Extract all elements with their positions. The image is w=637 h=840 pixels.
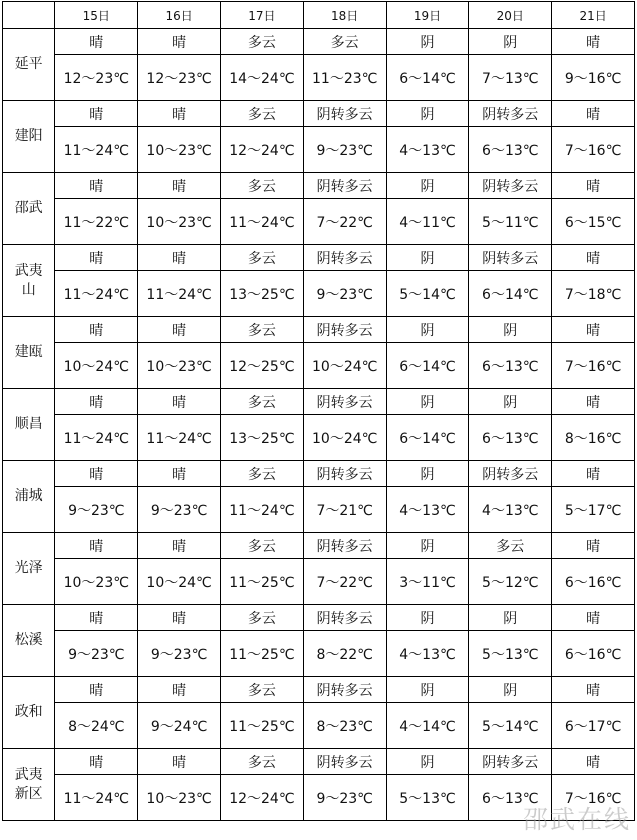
temperature-cell: 4～13℃ <box>386 631 469 677</box>
weather-cell: 阴转多云 <box>469 245 552 271</box>
temperature-cell: 10～23℃ <box>138 199 221 245</box>
temperature-cell: 6～16℃ <box>552 631 635 677</box>
weather-cell: 晴 <box>552 389 635 415</box>
city-name: 建瓯 <box>3 317 55 389</box>
day-header: 18日 <box>303 2 386 29</box>
weather-cell: 晴 <box>552 173 635 199</box>
weather-cell: 阴 <box>386 29 469 55</box>
weather-cell: 阴转多云 <box>303 173 386 199</box>
temperature-cell: 11～25℃ <box>220 631 303 677</box>
weather-row <box>3 317 635 343</box>
weather-cell: 晴 <box>55 605 138 631</box>
temperature-cell: 9～24℃ <box>138 703 221 749</box>
temperature-row <box>3 487 635 533</box>
temperature-cell: 11～24℃ <box>55 271 138 317</box>
temperature-cell: 6～13℃ <box>469 127 552 173</box>
weather-cell: 晴 <box>138 245 221 271</box>
temperature-cell: 11～24℃ <box>138 415 221 461</box>
temperature-cell: 6～13℃ <box>469 415 552 461</box>
weather-cell: 阴 <box>469 605 552 631</box>
temperature-cell: 5～11℃ <box>469 199 552 245</box>
temperature-cell: 11～25℃ <box>220 703 303 749</box>
temperature-cell: 3～11℃ <box>386 559 469 605</box>
day-header: 16日 <box>138 2 221 29</box>
temperature-row <box>3 775 635 821</box>
temperature-cell: 4～11℃ <box>386 199 469 245</box>
temperature-cell: 7～22℃ <box>303 199 386 245</box>
temperature-cell: 7～13℃ <box>469 55 552 101</box>
temperature-cell: 11～24℃ <box>55 127 138 173</box>
weather-cell: 晴 <box>138 29 221 55</box>
weather-cell: 晴 <box>55 533 138 559</box>
temperature-cell: 5～17℃ <box>552 487 635 533</box>
weather-cell: 阴 <box>469 317 552 343</box>
weather-cell: 多云 <box>303 29 386 55</box>
weather-cell: 阴转多云 <box>303 749 386 775</box>
weather-cell: 晴 <box>55 173 138 199</box>
temperature-cell: 9～23℃ <box>138 487 221 533</box>
weather-cell: 晴 <box>55 677 138 703</box>
weather-cell: 阴转多云 <box>303 677 386 703</box>
weather-cell: 晴 <box>55 389 138 415</box>
temperature-row <box>3 559 635 605</box>
temperature-cell: 6～17℃ <box>552 703 635 749</box>
weather-cell: 多云 <box>220 317 303 343</box>
city-name: 顺昌 <box>3 389 55 461</box>
weather-cell: 多云 <box>220 533 303 559</box>
temperature-cell: 7～16℃ <box>552 343 635 389</box>
temperature-cell: 13～25℃ <box>220 415 303 461</box>
weather-cell: 晴 <box>55 101 138 127</box>
weather-cell: 晴 <box>138 749 221 775</box>
temperature-cell: 14～24℃ <box>220 55 303 101</box>
weather-cell: 阴转多云 <box>469 749 552 775</box>
city-name: 松溪 <box>3 605 55 677</box>
temperature-cell: 4～13℃ <box>386 487 469 533</box>
day-header: 15日 <box>55 2 138 29</box>
temperature-cell: 10～23℃ <box>138 775 221 821</box>
city-name: 光泽 <box>3 533 55 605</box>
temperature-cell: 5～12℃ <box>469 559 552 605</box>
weather-cell: 阴 <box>386 677 469 703</box>
temperature-cell: 6～14℃ <box>386 343 469 389</box>
temperature-cell: 9～23℃ <box>55 487 138 533</box>
weather-cell: 晴 <box>138 317 221 343</box>
temperature-cell: 6～13℃ <box>469 775 552 821</box>
weather-row <box>3 677 635 703</box>
weather-cell: 阴 <box>386 101 469 127</box>
temperature-cell: 8～22℃ <box>303 631 386 677</box>
forecast-table <box>2 1 635 821</box>
temperature-cell: 10～24℃ <box>303 415 386 461</box>
weather-cell: 晴 <box>552 245 635 271</box>
day-header: 19日 <box>386 2 469 29</box>
weather-cell: 晴 <box>552 533 635 559</box>
temperature-cell: 12～25℃ <box>220 343 303 389</box>
temperature-cell: 12～23℃ <box>138 55 221 101</box>
weather-row <box>3 389 635 415</box>
weather-cell: 多云 <box>220 749 303 775</box>
temperature-cell: 11～24℃ <box>55 775 138 821</box>
temperature-cell: 5～13℃ <box>469 631 552 677</box>
weather-cell: 多云 <box>220 389 303 415</box>
city-name: 延平 <box>3 29 55 101</box>
city-name: 浦城 <box>3 461 55 533</box>
weather-cell: 阴转多云 <box>303 389 386 415</box>
temperature-cell: 6～14℃ <box>469 271 552 317</box>
weather-cell: 多云 <box>469 533 552 559</box>
temperature-cell: 6～14℃ <box>386 55 469 101</box>
day-header: 17日 <box>220 2 303 29</box>
weather-row <box>3 605 635 631</box>
temperature-cell: 5～14℃ <box>469 703 552 749</box>
temperature-cell: 7～22℃ <box>303 559 386 605</box>
weather-cell: 阴 <box>386 245 469 271</box>
temperature-row <box>3 55 635 101</box>
weather-cell: 阴 <box>469 389 552 415</box>
temperature-cell: 13～25℃ <box>220 271 303 317</box>
temperature-cell: 5～14℃ <box>386 271 469 317</box>
temperature-cell: 8～24℃ <box>55 703 138 749</box>
temperature-cell: 12～23℃ <box>55 55 138 101</box>
weather-cell: 晴 <box>55 317 138 343</box>
day-header: 20日 <box>469 2 552 29</box>
temperature-cell: 9～23℃ <box>138 631 221 677</box>
city-name: 武夷山 <box>3 245 55 317</box>
weather-cell: 晴 <box>552 677 635 703</box>
weather-cell: 多云 <box>220 677 303 703</box>
temperature-cell: 12～24℃ <box>220 127 303 173</box>
weather-cell: 晴 <box>138 461 221 487</box>
temperature-cell: 8～16℃ <box>552 415 635 461</box>
temperature-cell: 10～24℃ <box>55 343 138 389</box>
weather-cell: 多云 <box>220 173 303 199</box>
temperature-cell: 6～15℃ <box>552 199 635 245</box>
weather-cell: 阴 <box>469 677 552 703</box>
weather-cell: 阴转多云 <box>469 461 552 487</box>
temperature-cell: 4～13℃ <box>469 487 552 533</box>
temperature-cell: 4～14℃ <box>386 703 469 749</box>
weather-cell: 晴 <box>552 317 635 343</box>
weather-cell: 阴 <box>386 605 469 631</box>
temperature-cell: 6～13℃ <box>469 343 552 389</box>
city-name: 政和 <box>3 677 55 749</box>
weather-row <box>3 533 635 559</box>
temperature-cell: 10～23℃ <box>55 559 138 605</box>
corner-cell <box>3 2 55 29</box>
temperature-cell: 5～13℃ <box>386 775 469 821</box>
temperature-cell: 11～24℃ <box>138 271 221 317</box>
weather-cell: 阴 <box>469 29 552 55</box>
temperature-row <box>3 271 635 317</box>
temperature-cell: 10～24℃ <box>138 559 221 605</box>
temperature-row <box>3 127 635 173</box>
weather-cell: 多云 <box>220 605 303 631</box>
temperature-row <box>3 703 635 749</box>
watermark-logo: 邵武在线 <box>522 805 631 834</box>
weather-cell: 晴 <box>552 29 635 55</box>
weather-cell: 多云 <box>220 245 303 271</box>
weather-cell: 阴转多云 <box>303 461 386 487</box>
temperature-cell: 11～24℃ <box>55 415 138 461</box>
temperature-cell: 11～22℃ <box>55 199 138 245</box>
temperature-cell: 10～24℃ <box>303 343 386 389</box>
weather-cell: 晴 <box>552 749 635 775</box>
temperature-cell: 11～25℃ <box>220 559 303 605</box>
header-row <box>3 2 635 29</box>
temperature-cell: 11～24℃ <box>220 199 303 245</box>
weather-cell: 阴 <box>386 533 469 559</box>
temperature-cell: 10～23℃ <box>138 127 221 173</box>
weather-cell: 阴转多云 <box>469 173 552 199</box>
weather-cell: 阴 <box>386 389 469 415</box>
weather-row <box>3 461 635 487</box>
temperature-cell: 9～23℃ <box>303 271 386 317</box>
temperature-cell: 6～14℃ <box>386 415 469 461</box>
weather-cell: 晴 <box>138 389 221 415</box>
weather-cell: 阴 <box>386 749 469 775</box>
weather-row <box>3 173 635 199</box>
temperature-cell: 7～16℃ <box>552 775 635 821</box>
temperature-cell: 9～23℃ <box>303 775 386 821</box>
weather-cell: 阴转多云 <box>303 245 386 271</box>
weather-row <box>3 101 635 127</box>
weather-cell: 晴 <box>138 605 221 631</box>
weather-row <box>3 749 635 775</box>
temperature-cell: 7～16℃ <box>552 127 635 173</box>
weather-cell: 晴 <box>55 749 138 775</box>
temperature-cell: 7～21℃ <box>303 487 386 533</box>
weather-cell: 晴 <box>55 245 138 271</box>
weather-cell: 多云 <box>220 29 303 55</box>
weather-cell: 晴 <box>138 173 221 199</box>
weather-cell: 多云 <box>220 101 303 127</box>
weather-cell: 阴 <box>386 173 469 199</box>
temperature-row <box>3 199 635 245</box>
temperature-cell: 10～23℃ <box>138 343 221 389</box>
temperature-row <box>3 343 635 389</box>
temperature-cell: 7～18℃ <box>552 271 635 317</box>
weather-cell: 阴 <box>386 461 469 487</box>
temperature-row <box>3 415 635 461</box>
temperature-cell: 11～24℃ <box>220 487 303 533</box>
temperature-cell: 11～23℃ <box>303 55 386 101</box>
temperature-row <box>3 631 635 677</box>
weather-cell: 晴 <box>138 533 221 559</box>
temperature-cell: 9～23℃ <box>55 631 138 677</box>
day-header: 21日 <box>552 2 635 29</box>
temperature-cell: 9～16℃ <box>552 55 635 101</box>
temperature-cell: 8～23℃ <box>303 703 386 749</box>
weather-cell: 晴 <box>552 101 635 127</box>
weather-row <box>3 29 635 55</box>
weather-cell: 阴转多云 <box>303 533 386 559</box>
city-name: 武夷新区 <box>3 749 55 821</box>
weather-cell: 晴 <box>55 29 138 55</box>
weather-cell: 晴 <box>138 677 221 703</box>
city-name: 邵武 <box>3 173 55 245</box>
weather-cell: 阴转多云 <box>303 101 386 127</box>
weather-cell: 阴转多云 <box>303 317 386 343</box>
weather-cell: 晴 <box>138 101 221 127</box>
weather-row <box>3 245 635 271</box>
temperature-cell: 9～23℃ <box>303 127 386 173</box>
forecast-table-body <box>3 2 635 821</box>
weather-cell: 多云 <box>220 461 303 487</box>
temperature-cell: 4～13℃ <box>386 127 469 173</box>
weather-cell: 晴 <box>552 461 635 487</box>
weather-cell: 阴转多云 <box>469 101 552 127</box>
weather-cell: 阴 <box>386 317 469 343</box>
city-name: 建阳 <box>3 101 55 173</box>
temperature-cell: 12～24℃ <box>220 775 303 821</box>
weather-cell: 晴 <box>55 461 138 487</box>
temperature-cell: 6～16℃ <box>552 559 635 605</box>
weather-cell: 阴转多云 <box>303 605 386 631</box>
weather-cell: 晴 <box>552 605 635 631</box>
